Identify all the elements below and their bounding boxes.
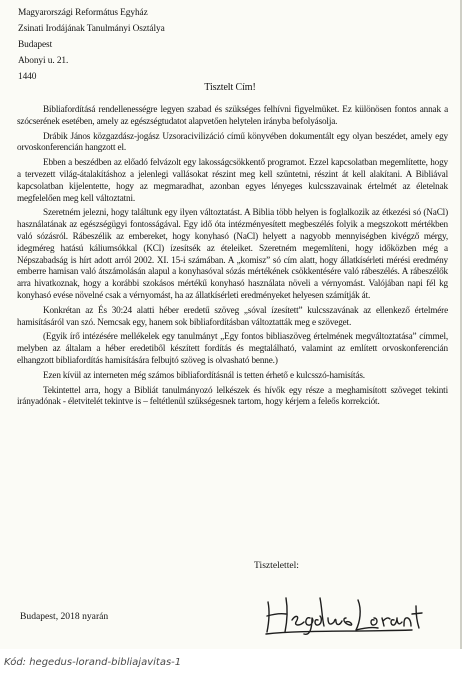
address-line: Zsinati Irodájának Tanulmányi Osztálya	[18, 24, 165, 34]
handwritten-signature	[262, 588, 424, 638]
letter-body	[17, 104, 448, 408]
address-line: Abonyi u. 21.	[18, 56, 69, 66]
body-paragraph: Bibliafordításá rendellenességre legyen szabad és szükséges felhívni figyelmüket. Ez különösen fontos annak a szócserének esetében, amely az egészségtudatot alapvetően helytelen irányba befolyásolja.	[17, 104, 448, 126]
place-and-date: Budapest, 2018 nyarán	[20, 611, 109, 622]
body-paragraph: Szeretném jelezni, hogy találtunk egy ilyen változtatást. A Biblia több helyen is foglalkozik az étkezési só (NaCl) használatának az egészségügyi fontosságával. Egy idő óta intézményesített megbeszélés folyik a megszokott mértékben való sózásról. Rábeszélik az embereket, hogy konyhasó (NaCl) helyett a nagyobb mennyiségben kivégző mérgy, idegméreg hatású káliumsókkal (KCl) ízesítsék az ételeiket. Szeretném megemlíteni, hogy időközben még a Népszabadság is hírt adott arról 2002. XI. 15-i számában. A „komisz” só cím alatt, hogy állatkísérleti mérési eredmény emberre hamisan való átszámolásán alapul a konyhasóval sózás mértékének csökkentésére való rábeszélés. A rábeszélők arra hivatkoznak, hogy a korábbi szokásos mértékű konyhasó használata növeli a vérnyomást. Valójában napi fél kg konyhasó evése növelné csak a vérnyomást, ha az állatkísérleti eredményeket helyesen számítják át.	[17, 207, 448, 300]
address-line: 1440	[18, 72, 37, 82]
body-paragraph: Ebben a beszédben az előadó felvázolt egy lakosságcsökkentő programot. Ezzel kapcsolatban megemlítette, hogy a tervezett világ-átalakításhoz a jelenlegi vallásokat részint meg kell szüntetni, részint át kell alakítani. A Bibliával kapcsolatban kijelentette, hogy az megmaradhat, azonban egyes lényeges kulcsszavainak értelmét az életelnak megfelelően meg kell változtatni.	[17, 157, 448, 203]
body-paragraph: (Egyik írő intézésére mellékelek egy tanulmányt „Egy fontos bibliaszöveg értelmének megváltoztatása” címmel, melyben az általam a héber eredetiből készített fordítás és megtalálható, valamint az említett orvoskonferencián elhangzott bibliafordítás hamisítására felbujtó szöveg is olvasható benne.)	[17, 331, 448, 365]
body-paragraph: Drábik János közgazdász-jogász Uzsoracivilizáció című könyvében dokumentált egy olyan beszédet, amely egy orvoskonferencián hangzott el.	[17, 130, 448, 153]
body-paragraph: Ezen kívül az interneten még számos bibliafordításnál is tetten érhető e kulcsszó-hamisítás.	[43, 369, 365, 380]
salutation: Tisztelt Cím!	[204, 82, 256, 93]
body-paragraph: Tekintettel arra, hogy a Bibliát tanulmányozó lelkészek és hívők egy része a meghamisított szöveget tekinti irányadónak - életvitelét tekintve is – feltétlenül szükségesnek tartom, hogy kérjem a feleős korrekciót.	[17, 384, 448, 407]
address-line: Magyarországi Református Egyház	[18, 8, 148, 18]
address-line: Budapest	[18, 40, 53, 50]
closing: Tisztelettel:	[254, 560, 299, 571]
recipient-address	[18, 5, 165, 85]
document-code-caption: Kód: hegedus-lorand-bibliajavitas-1	[4, 657, 182, 668]
body-paragraph: Konkrétan az És 30:24 alatti héber eredetű szöveg „sóval ízesített” kulcsszavának az ellenkező értelmére hamisításáról van szó. Nemcsak egy, hanem sok bibliafordításban változtatták meg e szöveget.	[17, 304, 448, 327]
